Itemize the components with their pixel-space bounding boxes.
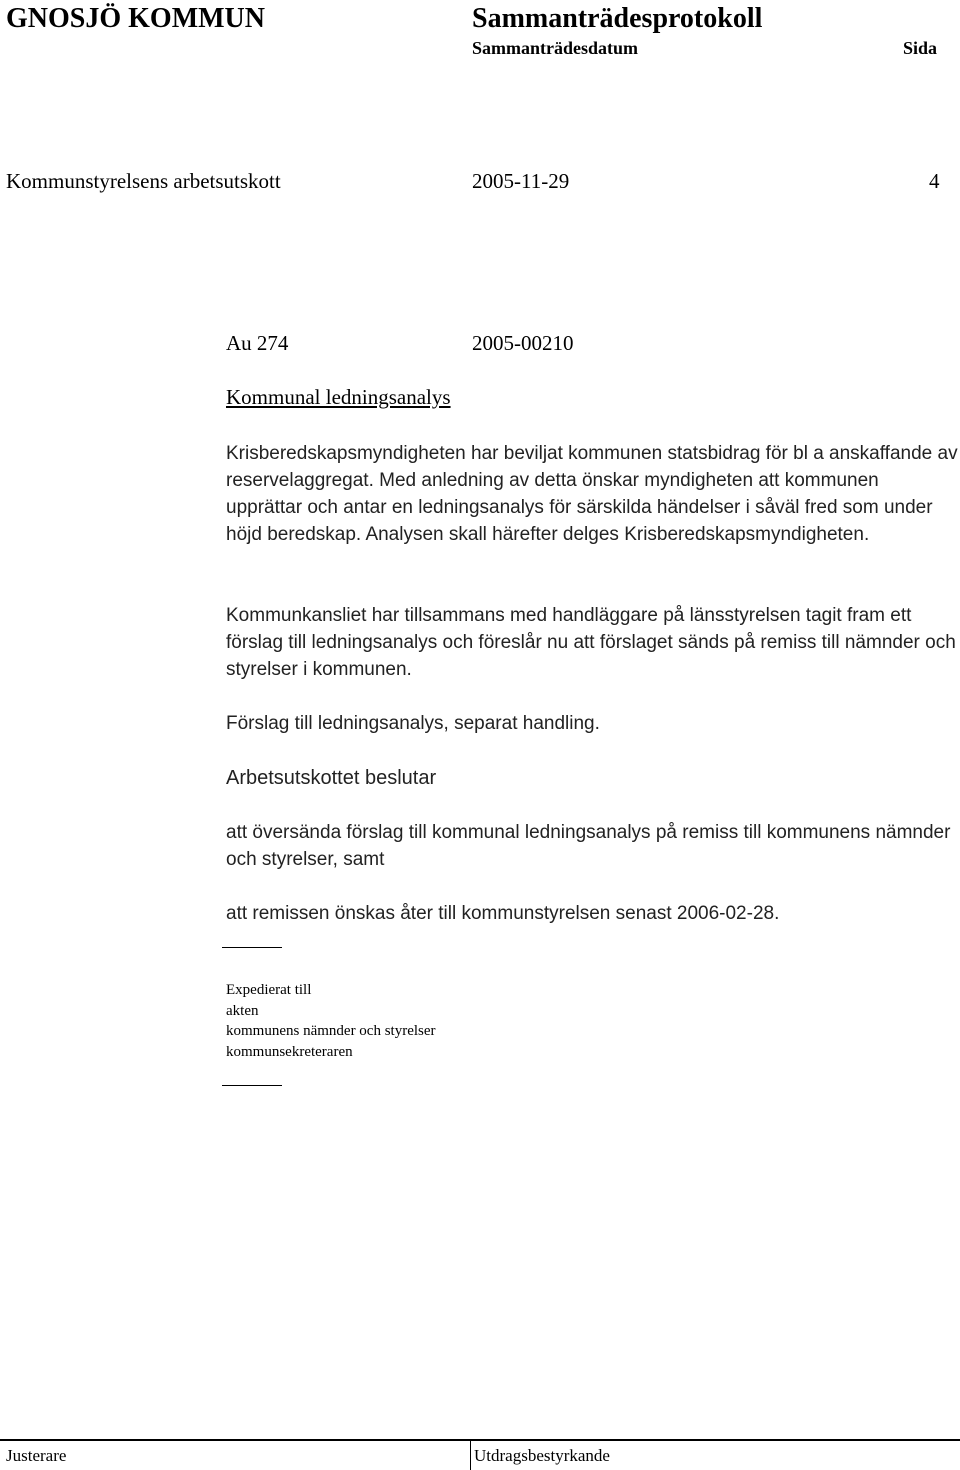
footer-divider: [470, 1441, 471, 1470]
paragraph-text: Förslag till ledningsanalys, separat handling.: [226, 713, 600, 734]
footer-adjuster-label: Justerare: [6, 1446, 67, 1465]
paragraph-proposal: [226, 602, 960, 683]
distribution-heading: Expedierat till: [226, 982, 312, 998]
paragraph-background: [226, 440, 960, 548]
meeting-date: 2005-11-29: [472, 169, 570, 193]
decision-point: [226, 819, 960, 873]
decision-point: [226, 900, 960, 927]
decision-point-text: att översända förslag till kommunal ledningsanalys på remiss till kommunens nämnder och styrelser, samt: [226, 822, 951, 870]
meeting-date-label: Sammanträdesdatum: [472, 38, 639, 58]
separator-rule: [222, 947, 282, 948]
distribution-recipient: kommunsekreteraren: [226, 1043, 353, 1060]
separator-rule: [222, 1085, 282, 1086]
item-title: Kommunal ledningsanalys: [226, 385, 451, 409]
meeting-body: Kommunstyrelsens arbetsutskott: [6, 169, 281, 193]
document-title: Sammanträdesprotokoll: [472, 3, 763, 34]
decision-heading: Arbetsutskottet beslutar: [226, 767, 437, 789]
page-number: 4: [929, 169, 940, 193]
paragraph-text: Krisberedskapsmyndigheten har beviljat kommunen statsbidrag för bl a anskaffande av reservelaggregat. Med anledning av detta önskar myndigheten att kommunen upprättar och antar en ledningsanalys för särskilda händelser i såväl fred som under höjd beredskap. Analysen skall härefter delges Krisberedskapsmyndigheten.: [226, 443, 958, 545]
footer-rule: [0, 1439, 960, 1441]
paragraph-attachment: [226, 710, 960, 737]
item-number: Au 274: [226, 331, 289, 355]
page-label: Sida: [903, 38, 938, 58]
distribution-recipient: akten: [226, 1002, 259, 1019]
distribution-recipient: kommunens nämnder och styrelser: [226, 1023, 436, 1039]
footer-certification-label: Utdragsbestyrkande: [474, 1446, 610, 1465]
decision-point-text: att remissen önskas åter till kommunstyrelsen senast 2006-02-28.: [226, 903, 780, 924]
organization-name: GNOSJÖ KOMMUN: [6, 3, 265, 34]
case-number: 2005-00210: [472, 331, 574, 355]
paragraph-text: Kommunkansliet har tillsammans med handläggare på länsstyrelsen tagit fram ett förslag till ledningsanalys och föreslår nu att förslaget sänds på remiss till nämnder och styrelser i kommunen.: [226, 605, 956, 680]
distribution-list: [226, 980, 436, 1062]
